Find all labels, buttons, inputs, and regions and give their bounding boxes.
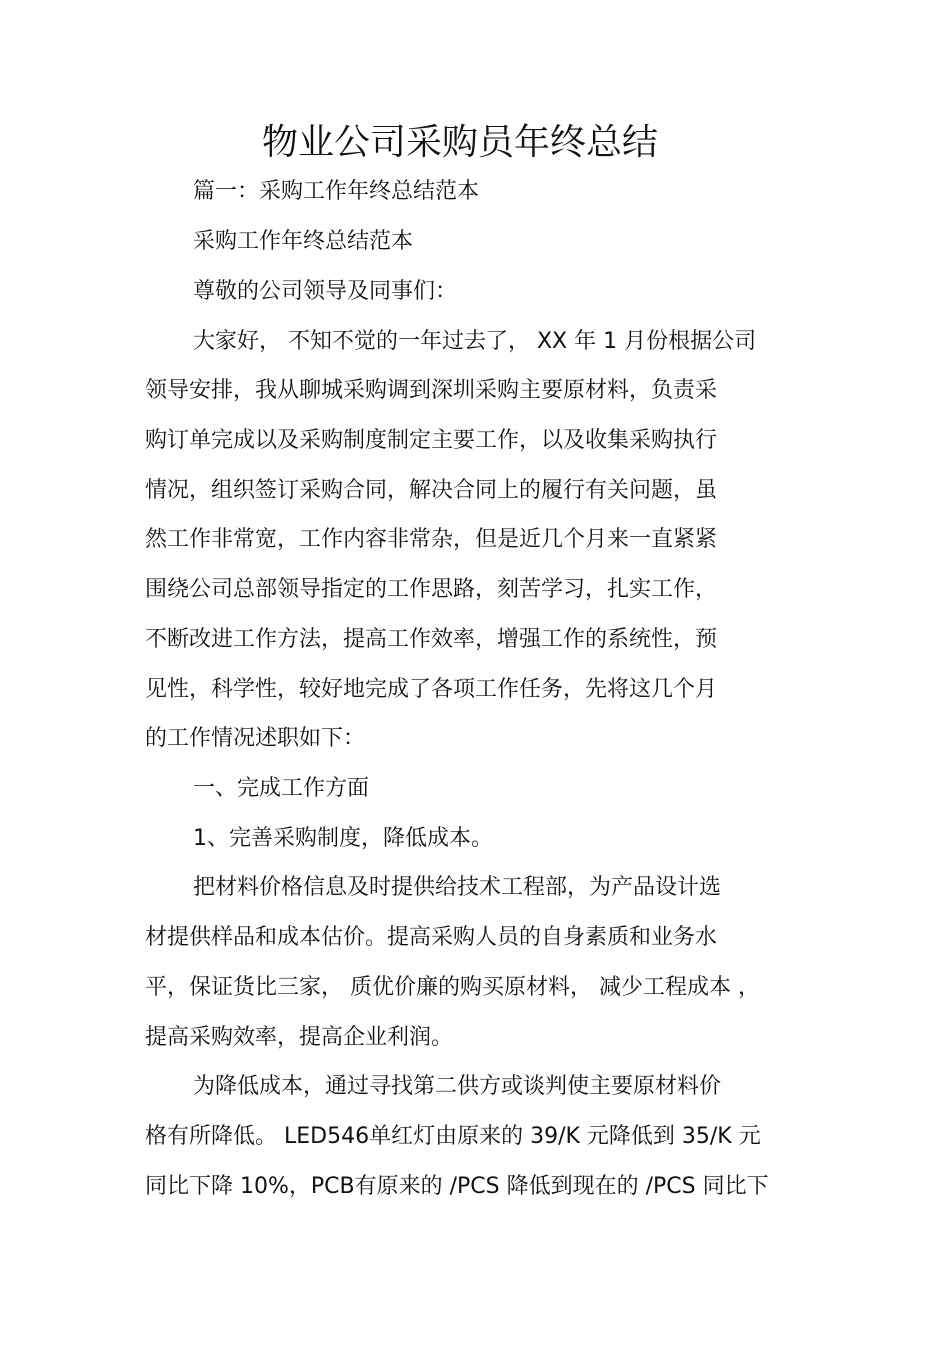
salutation: 尊敬的公司领导及同事们： <box>193 279 458 304</box>
paragraph-line: 格有所降低。 LED546单红灯由原来的 39/K 元降低到 35/K 元 <box>145 1124 761 1149</box>
paragraph-line: 材提供样品和成本估价。提高采购人员的自身素质和业务水 <box>145 925 718 950</box>
paragraph-line: 提高采购效率，提高企业利润。 <box>145 1025 454 1050</box>
paragraph-line: 大家好， 不知不觉的一年过去了， XX 年 1 月份根据公司 <box>193 329 757 354</box>
subtitle: 采购工作年终总结范本 <box>193 229 414 254</box>
paragraph-line: 平，保证货比三家， 质优价廉的购买原材料， 减少工程成本 ， <box>145 975 760 1000</box>
paragraph-line: 领导安排，我从聊城采购调到深圳采购主要原材料，负责采 <box>145 378 718 403</box>
document-title: 物业公司采购员年终总结 <box>261 122 658 163</box>
section-heading: 一、完成工作方面 <box>193 776 370 801</box>
paragraph-line: 然工作非常宽，工作内容非常杂，但是近几个月来一直紧紧 <box>145 527 718 552</box>
paragraph-line: 把材料价格信息及时提供给技术工程部，为产品设计选 <box>193 875 722 900</box>
paragraph-line: 见性，科学性，较好地完成了各项工作任务，先将这几个月 <box>145 677 718 702</box>
section-heading: 篇一：采购工作年终总结范本 <box>193 179 480 204</box>
paragraph-line: 围绕公司总部领导指定的工作思路，刻苦学习，扎实工作， <box>145 577 718 602</box>
subsection-heading: 1、完善采购制度，降低成本。 <box>193 826 493 851</box>
paragraph-line: 情况，组织签订采购合同，解决合同上的履行有关问题，虽 <box>145 478 718 503</box>
paragraph-line: 同比下降 10%，PCB有原来的 /PCS 降低到现在的 /PCS 同比下 <box>145 1174 769 1199</box>
paragraph-line: 的工作情况述职如下： <box>145 726 366 751</box>
paragraph-line: 不断改进工作方法，提高工作效率，增强工作的系统性，预 <box>145 627 718 652</box>
paragraph-line: 购订单完成以及采购制度制定主要工作，以及收集采购执行 <box>145 428 718 453</box>
paragraph-line: 为降低成本，通过寻找第二供方或谈判使主要原材料价 <box>193 1074 722 1099</box>
